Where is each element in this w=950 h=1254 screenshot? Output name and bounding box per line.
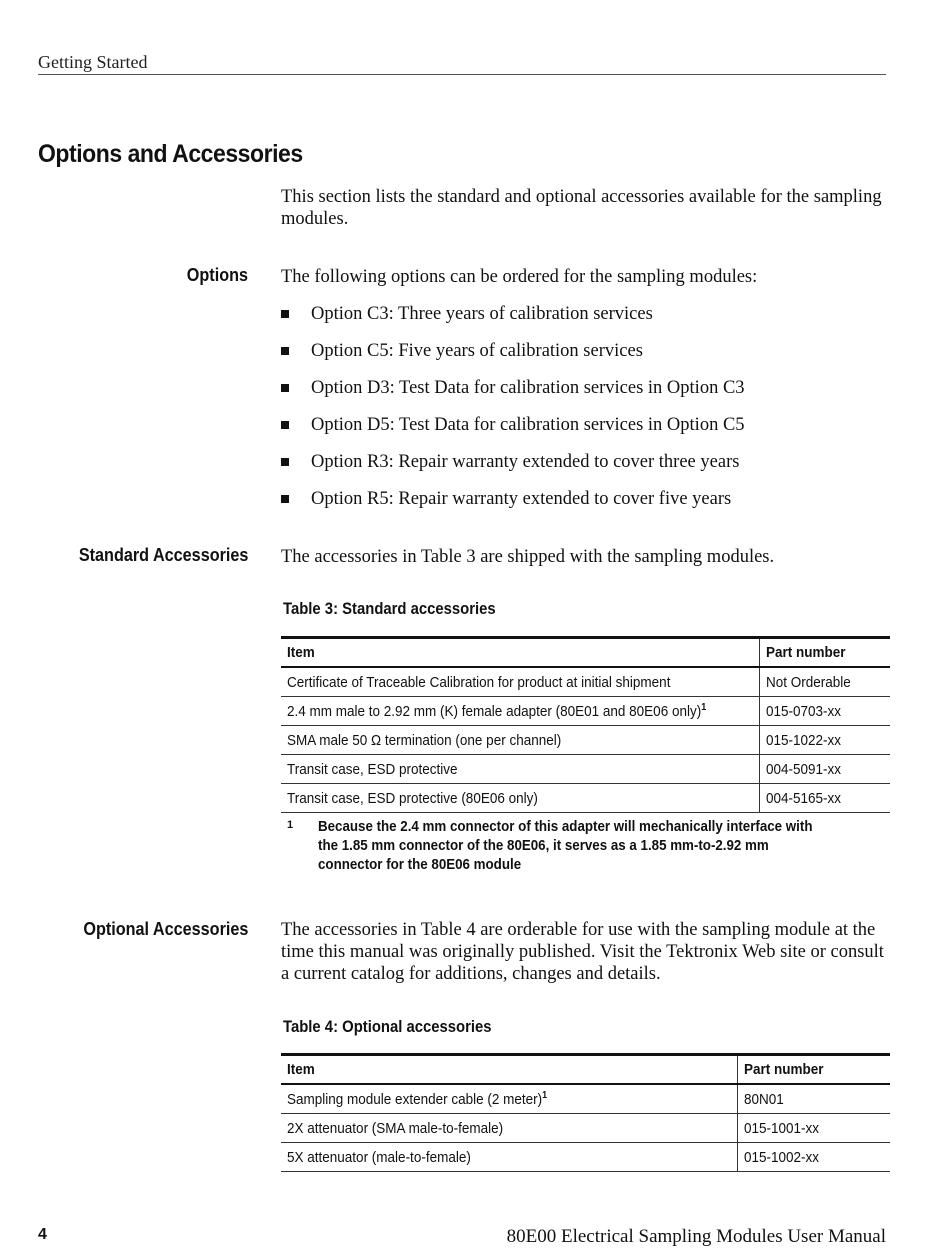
part-number-cell: 80N01 [738,1084,891,1114]
item-cell: 5X attenuator (male-to-female) [281,1143,738,1172]
options-lead: The following options can be ordered for the sampling modules: [281,267,758,287]
bullet-square-icon [281,384,289,392]
column-header-part-number: Part number [759,638,890,668]
footnote-reference: 1 [701,701,707,713]
column-header-part-number: Part number [738,1055,891,1085]
list-item [281,377,891,414]
list-item [281,488,891,525]
footnote-reference: 1 [542,1089,548,1101]
part-number-cell: 015-1002-xx [738,1143,891,1172]
list-item [281,451,891,488]
part-number-cell: 004-5091-xx [759,755,890,784]
footnote-mark: 1 [287,819,294,831]
item-cell: Certificate of Traceable Calibration for product at initial shipment [281,667,759,697]
item-cell: SMA male 50 Ω termination (one per channel) [281,726,759,755]
part-number-cell: 015-1001-xx [738,1114,891,1143]
bullet-square-icon [281,495,289,503]
standard-accessories-table [281,636,890,813]
table-row [281,755,890,784]
bullet-square-icon [281,458,289,466]
option-text: Option D3: Test Data for calibration services in Option C3 [311,378,745,398]
bullet-square-icon [281,310,289,318]
item-cell: Sampling module extender cable (2 meter)$^1$ [281,1084,738,1114]
option-text: Option R5: Repair warranty extended to cover five years [311,489,732,509]
table-header-row [281,1055,890,1085]
item-cell: Transit case, ESD protective [281,755,759,784]
footnote-text: Because the 2.4 mm connector of this adapter will mechanically interface with the 1.85 mm connector of the 80E06, it serves as a 1.85 mm-to-2.92 mm connector for the 80E06 module [318,819,813,873]
table-header-row [281,638,890,668]
table-4-caption: Table 4: Optional accessories [283,1018,492,1036]
list-item [281,414,891,451]
list-item [281,303,891,340]
table-row [281,1143,890,1172]
option-text: Option D5: Test Data for calibration services in Option C5 [311,415,745,435]
part-number-cell: Not Orderable [759,667,890,697]
part-number-cell: 004-5165-xx [759,784,890,813]
table-3-caption: Table 3: Standard accessories [283,600,496,618]
bullet-square-icon [281,421,289,429]
table-row [281,697,890,726]
table-row [281,667,890,697]
intro-paragraph: This section lists the standard and optional accessories available for the sampling modules. [281,187,882,229]
running-head: Getting Started [38,52,148,72]
option-text: Option C3: Three years of calibration services [311,304,653,324]
header-rule [38,74,886,75]
list-item [281,340,891,377]
table-row [281,1084,890,1114]
options-list [281,303,891,525]
column-header-item: Item [281,1055,738,1085]
optional-accessories-heading: Optional Accessories [82,919,248,939]
page-number: 4 [38,1226,47,1243]
part-number-cell: 015-1022-xx [759,726,890,755]
column-header-item: Item [281,638,759,668]
optional-accessories-table [281,1053,890,1172]
manual-title: 80E00 Electrical Sampling Modules User Manual [506,1226,886,1247]
section-title: Options and Accessories [38,140,303,168]
optional-accessories-lead: The accessories in Table 4 are orderable for use with the sampling module at the time this manual was originally published. Visit the Tektronix Web site or consult a current catalog for additions, changes and details. [281,920,884,984]
table-row [281,784,890,813]
item-cell: 2.4 mm male to 2.92 mm (K) female adapter (80E01 and 80E06 only)$^1$ [281,697,759,726]
bullet-square-icon [281,347,289,355]
standard-accessories-lead: The accessories in Table 3 are shipped with the sampling modules. [281,547,775,567]
option-text: Option R3: Repair warranty extended to cover three years [311,452,740,472]
item-cell: Transit case, ESD protective (80E06 only) [281,784,759,813]
options-heading: Options [186,265,248,285]
table-row [281,1114,890,1143]
table-row [281,726,890,755]
standard-accessories-heading: Standard Accessories [78,545,248,565]
part-number-cell: 015-0703-xx [759,697,890,726]
item-cell: 2X attenuator (SMA male-to-female) [281,1114,738,1143]
option-text: Option C5: Five years of calibration services [311,341,643,361]
